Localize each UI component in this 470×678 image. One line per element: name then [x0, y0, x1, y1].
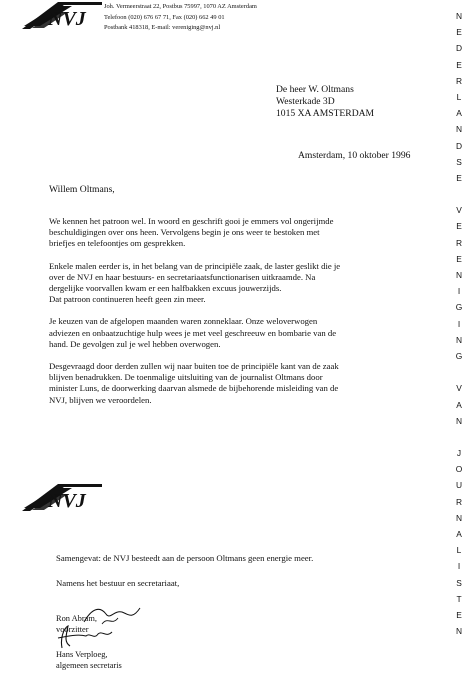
signer-name: Ron Abram,	[56, 614, 97, 623]
banner-letter: N	[455, 512, 463, 523]
org-bank-email: Postbank 418318, E-mail: vereniging@nvj.nl	[104, 24, 221, 31]
signer-name: Hans Verploeg,	[56, 650, 108, 659]
text-line: over de NVJ en haar bestuurs- en secretariaatsfunctionarisen uitkraamde. Na	[49, 271, 316, 282]
banner-letter: T	[456, 593, 462, 604]
banner-letter: I	[457, 318, 461, 329]
banner-letter: L	[456, 545, 462, 556]
banner-word	[452, 202, 466, 364]
text-line: adviezen en onbaatzuchtige hulp wees je met veel geschreeuw en bombarie van de	[49, 327, 337, 338]
banner-letter: E	[456, 59, 462, 70]
vertical-org-banner	[452, 8, 466, 639]
banner-letter: O	[455, 464, 463, 475]
banner-letter: D	[455, 140, 463, 151]
signer-title: algemeen secretaris	[56, 660, 122, 670]
text-line: Enkele malen eerder is, in het belang van de principiële zaak, de laster geslikt die je	[49, 260, 341, 271]
letter-date: Amsterdam, 10 oktober 1996	[298, 150, 411, 161]
banner-letter: E	[456, 27, 462, 38]
text-line: Desgevraagd door derden zullen wij naar buiten toe de principiële kant van de zaak	[49, 361, 339, 372]
text-line: minister Luns, de doorwerking daarvan alsmede de bijbehorende misleiding van de	[49, 383, 339, 394]
banner-letter: A	[456, 529, 462, 539]
paragraph	[49, 216, 419, 250]
banner-letter: N	[455, 415, 463, 426]
summary-line: Samengevat: de NVJ besteedt aan de persoon Oltmans geen energie meer.	[56, 553, 314, 563]
banner-letter: N	[455, 270, 463, 280]
org-address: Joh. Vermeerstraat 22, Postbus 75997, 1070 AZ Amsterdam	[104, 3, 257, 10]
banner-letter: G	[455, 302, 463, 313]
banner-letter: E	[456, 221, 462, 232]
recipient-address	[276, 84, 374, 120]
banner-letter: V	[456, 205, 462, 216]
banner-letter: R	[455, 496, 463, 507]
banner-letter: E	[456, 253, 462, 264]
banner-letter: N	[455, 11, 463, 21]
banner-word	[452, 8, 466, 186]
text-line: beschuldigingen over ons heen. Vervolgens begin je ons weer te bestoken met	[49, 227, 320, 238]
banner-letter: N	[455, 334, 463, 345]
text-line: NVJ, blijven we veroordelen.	[49, 394, 152, 405]
text-line: hand. De gevolgen zul je wel hebben overwogen.	[49, 338, 221, 349]
banner-letter: A	[456, 108, 462, 119]
banner-letter: S	[456, 577, 462, 588]
banner-letter: V	[456, 383, 462, 394]
recipient-street: Westerkade 3D	[276, 96, 335, 107]
nvj-logo	[22, 2, 102, 30]
banner-letter: N	[455, 124, 463, 135]
banner-letter: I	[457, 561, 461, 572]
banner-letter: D	[455, 43, 463, 54]
salutation: Willem Oltmans,	[49, 184, 115, 195]
banner-word	[452, 380, 466, 429]
closing-line: Namens het bestuur en secretariaat,	[56, 578, 180, 588]
banner-word-gap	[452, 364, 466, 380]
banner-word	[452, 445, 466, 639]
text-line: Je keuzen van de afgelopen maanden waren zonneklaar. Onze weloverwogen	[49, 316, 318, 327]
signer-secretary	[56, 650, 122, 671]
svg-text:NVJ: NVJ	[48, 490, 86, 512]
paragraph	[49, 261, 419, 306]
banner-letter: S	[456, 156, 462, 167]
org-phone: Telefoon (020) 676 67 71, Fax (020) 662 49 01	[104, 13, 225, 21]
text-line: blijven benadrukken. De toenmalige uitsluiting van de journalist Oltmans door	[49, 372, 323, 383]
banner-word-gap	[452, 186, 466, 202]
banner-word-gap	[452, 429, 466, 445]
paragraph	[49, 361, 419, 406]
banner-letter: U	[455, 480, 463, 491]
text-line: briefjes en telefoontjes om gesprekken.	[49, 238, 186, 249]
banner-letter: R	[455, 237, 463, 248]
signer-title: voorzitter	[56, 624, 89, 634]
banner-letter: A	[456, 399, 462, 410]
letterhead-info	[104, 2, 404, 34]
banner-letter: R	[455, 75, 463, 86]
text-line: dergelijke voorvallen kwam er een halfbakken excuus jouwerzijds.	[49, 283, 282, 294]
letter-body	[49, 216, 419, 417]
banner-letter: L	[456, 91, 462, 102]
banner-letter: E	[456, 609, 462, 620]
banner-letter: E	[456, 172, 462, 183]
text-line: We kennen het patroon wel. In woord en geschrift gooi je emmers vol ongerijmde	[49, 216, 334, 226]
banner-letter: I	[457, 286, 461, 297]
paragraph	[49, 316, 419, 350]
recipient-city: 1015 XA AMSTERDAM	[276, 108, 375, 119]
banner-letter: J	[456, 448, 462, 459]
banner-letter: G	[455, 350, 463, 361]
nvj-logo	[22, 484, 102, 512]
banner-letter: N	[455, 626, 463, 637]
svg-text:NVJ: NVJ	[48, 8, 86, 30]
text-line: Dat patroon continueren heeft geen zin meer.	[49, 294, 206, 305]
recipient-name: De heer W. Oltmans	[276, 84, 354, 95]
